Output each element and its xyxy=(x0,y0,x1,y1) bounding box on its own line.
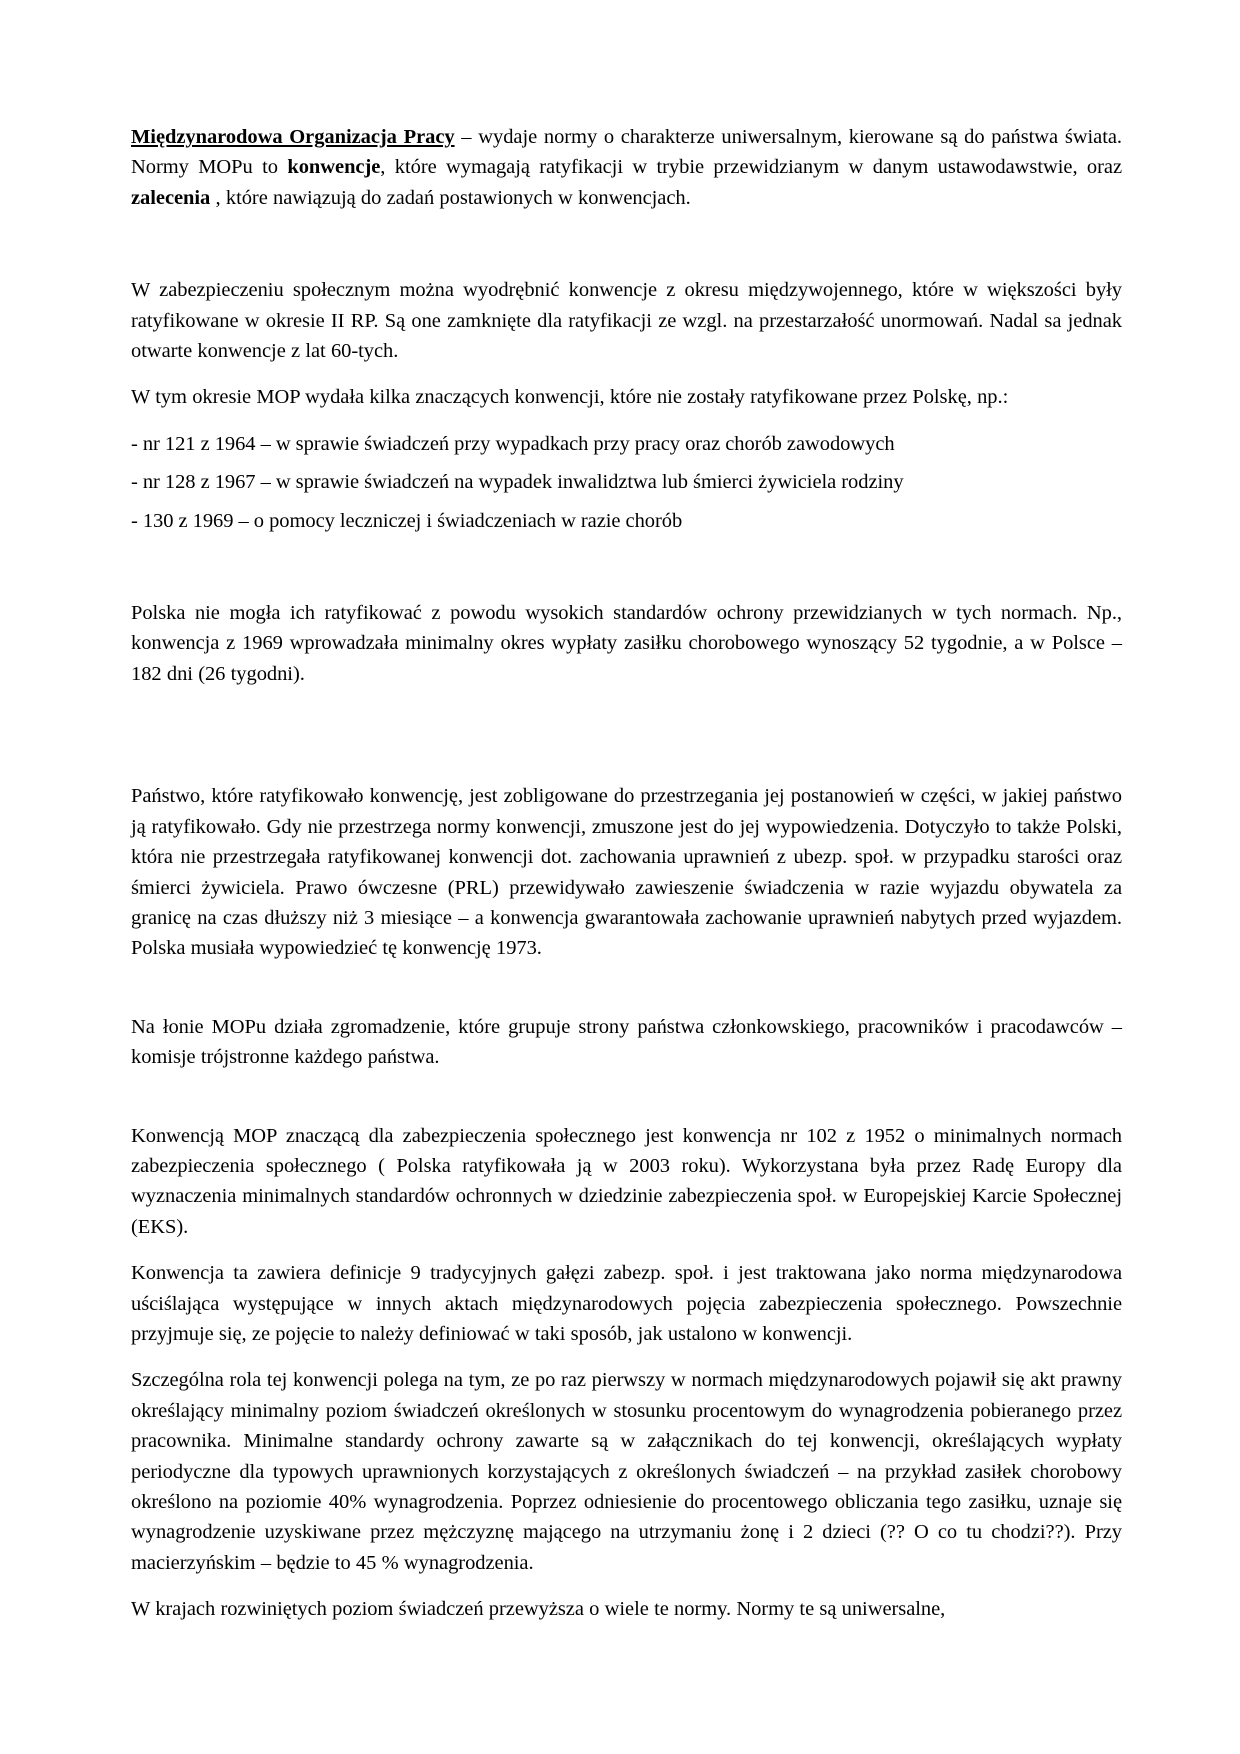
paragraph-polska-standardy: Polska nie mogła ich ratyfikować z powodu wysokich standardów ochrony przewidzianych w tych normach. Np., konwencja z 1969 wprowadzała minimalny okres wypłaty zasiłku chorobowego wynoszący 52 tygodnie, a w Polsce – 182 dni (26 tygodni). xyxy=(131,602,1122,685)
list-item: - nr 128 z 1967 – w sprawie świadczeń na wypadek inwalidztwa lub śmierci żywiciela rodziny xyxy=(131,471,904,494)
list-item: - 130 z 1969 – o pomocy leczniczej i świadczeniach w razie chorób xyxy=(131,509,683,532)
spacer xyxy=(131,689,1122,781)
document-body xyxy=(131,122,1122,1625)
intro-mid: , które wymagają ratyfikacji w trybie przewidzianym w danym ustawodawstwie, oraz xyxy=(380,156,1122,179)
paragraph-panstwo-ratyfikacja: Państwo, które ratyfikowało konwencję, jest zobligowane do przestrzegania jej postanowień w części, w jakiej państwo ją ratyfikowało. Gdy nie przestrzega normy konwencji, zmuszone jest do jej wypowiedzenia. Dotyczyło to także Polski, która nie przestrzegała ratyfikowanej konwencji dot. zachowania uprawnień z ubezp. społ. w przypadku starości oraz śmierci żywiciela. Prawo ówczesne (PRL) przewidywało zawieszenie świadczenia w razie wyjazdu obywatela za granicę na czas dłuższy niż 3 miesiące – a konwencja gwarantowała zachowanie uprawnień nabytych przed wyjazdem. Polska musiała wypowiedzieć tę konwencję 1973. xyxy=(131,785,1122,960)
spacer xyxy=(131,1242,1122,1258)
spacer xyxy=(131,413,1122,429)
spacer xyxy=(131,459,1122,467)
intro-heading-run: Międzynarodowa Organizacja Pracy xyxy=(131,126,455,148)
spacer xyxy=(131,498,1122,506)
intro-bold-konwencje: konwencje xyxy=(287,156,381,179)
paragraph-konwencja-102: Konwencją MOP znaczącą dla zabezpieczenia społecznego jest konwencja nr 102 z 1952 o minimalnych normach zabezpieczenia społecznego ( Polska ratyfikowała ją w 2003 roku). Wykorzystana była przez Radę Europy dla wyznaczenia minimalnych standardów ochronnych w dziedzinie zabezpieczenia społ. w Europejskiej Karcie Społecznej (EKS). xyxy=(131,1124,1122,1238)
spacer xyxy=(131,213,1122,275)
spacer xyxy=(131,1073,1122,1121)
paragraph-miedzywojenne: W zabezpieczeniu społecznym można wyodrębnić konwencje z okresu międzywojennego, które w większości były ratyfikowane w okresie II RP. Są one zamknięte dla ratyfikacji ze wzgl. na przestarzałość unormowań. Nadal sa jednak otwarte konwencje z lat 60-tych. xyxy=(131,279,1122,363)
paragraph-w-tym-okresie: W tym okresie MOP wydała kilka znaczących konwencji, które nie zostały ratyfikowane przez Polskę, np.: xyxy=(131,386,1009,409)
paragraph-szczegolna-rola: Szczególna rola tej konwencji polega na tym, ze po raz pierwszy w normach międzynarodowych pojawił się akt prawny określający minimalny poziom świadczeń określonych w stosunku procentowym do wynagrodzenia pobieranego przez pracownika. Minimalne standardy ochrony zawarte są w załącznikach do tej konwencji, określających wypłaty periodyczne dla typowych uprawnionych korzystających z określonych świadczeń – na przykład zasiłek chorobowy określono na poziomie 40% wynagrodzenia. Poprzez odniesienie do procentowego obliczania tego zasiłku, uznaje się wynagrodzenie uzyskiwane przez mężczyznę mającego na utrzymaniu żonę i 2 dzieci (?? O co tu chodzi??). Przy macierzyńskim – będzie to 45 % wynagrodzenia. xyxy=(131,1369,1122,1574)
intro-rest: – wydaje normy o charakterze uniwersalnym, kierowane są do państwa świata. Normy MOPu to xyxy=(131,126,1122,179)
paragraph-na-lonie-mopu: Na łonie MOPu działa zgromadzenie, które grupuje strony państwa członkowskiego, pracowników i pracodawców – komisje trójstronne każdego państwa. xyxy=(131,1015,1122,1069)
intro-tail: , które nawiązują do zadań postawionych w konwencjach. xyxy=(210,186,691,209)
paragraph-definicje-galezi: Konwencja ta zawiera definicje 9 tradycyjnych gałęzi zabezp. społ. i jest traktowana jako norma międzynarodowa uściślająca występujące w innych aktach międzynarodowych pojęcia zabezpieczenia społecznego. Powszechnie przyjmuje się, ze pojęcie to należy definiować w taki sposób, jak ustalono w konwencji. xyxy=(131,1262,1122,1345)
paragraph-intro xyxy=(131,122,1122,213)
spacer xyxy=(131,536,1122,598)
spacer xyxy=(131,964,1122,1012)
spacer xyxy=(131,366,1122,382)
paragraph-kraje-rozwiniete: W krajach rozwiniętych poziom świadczeń przewyższa o wiele te normy. Normy te są uniwersalne, xyxy=(131,1598,946,1621)
spacer xyxy=(131,1349,1122,1365)
intro-bold-zalecenia: zalecenia xyxy=(131,186,211,209)
list-item: - nr 121 z 1964 – w sprawie świadczeń przy wypadkach przy pracy oraz chorób zawodowych xyxy=(131,432,895,455)
spacer xyxy=(131,1578,1122,1594)
